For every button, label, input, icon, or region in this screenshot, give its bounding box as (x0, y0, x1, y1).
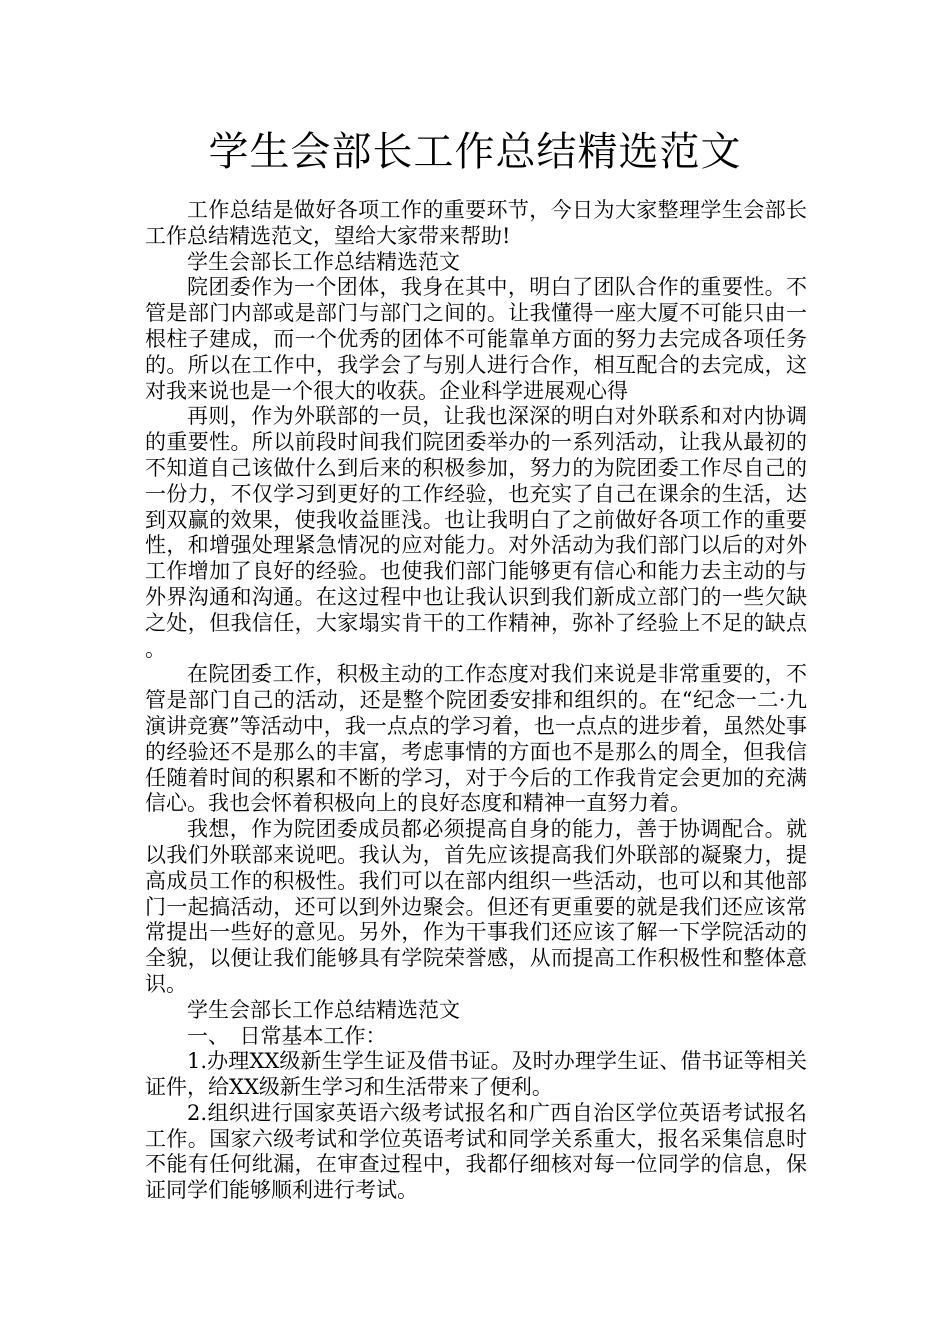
body-paragraph: 院团委作为一个团体，我身在其中，明白了团队合作的重要性。不管是部门内部或是部门与部门之间的。让我懂得一座大厦不可能只由一根柱子建成，而一个优秀的团体不可能靠单方面的努力去完成各项任务的。所以在工作中，我学会了与别人进行合作，相互配合的去完成，这对我来说也是一个很大的收获。企业科学进展观心得 (145, 275, 807, 403)
body-paragraph: 我想，作为院团委成员都必须提高自身的能力，善于协调配合。就以我们外联部来说吧。我认为，首先应该提高我们外联部的凝聚力，提高成员工作的积极性。我们可以在部内组织一些活动，也可以和其他部门一起搞活动，还可以到外边聚会。但还有更重要的就是我们还应该常常提出一些好的意见。另外，作为干事我们还应该了解一下学院活动的全貌，以便让我们能够具有学院荣誉感，从而提高工作积极性和整体意识。 (145, 817, 807, 996)
section-heading: 学生会部长工作总结精选范文 (187, 249, 460, 274)
section-heading: 学生会部长工作总结精选范文 (187, 997, 460, 1022)
body-paragraph: 在院团委工作，积极主动的工作态度对我们来说是非常重要的，不管是部门自己的活动，还是整个院团委安排和组织的。在“纪念一二·九演讲竞赛”等活动中，我一点点的学习着，也一点点的进步着，虽然处事的经验还不是那么的丰富，考虑事情的方面也不是那么的周全，但我信任随着时间的积累和不断的学习，对于今后的工作我肯定会更加的充满信心。我也会怀着积极向上的良好态度和精神一直努力着。 (145, 662, 807, 816)
body-paragraph: 再则，作为外联部的一员，让我也深深的明白对外联系和对内协调的重要性。所以前段时间我们院团委举办的一系列活动，让我从最初的不知道自己该做什么到后来的积极参加，努力的为院团委工作尽自己的一份力，不仅学习到更好的工作经验，也充实了自己在课余的生活，达到双赢的效果，使我收益匪浅。也让我明白了之前做好各项工作的重要性，和增强处理紧急情况的应对能力。对外活动为我们部门以后的对外工作增加了良好的经验。也使我们部门能够更有信心和能力去主动的与外界沟通和沟通。在这过程中也让我认识到我们新成立部门的一些欠缺之处，但我信任，大家塌实肯干的工作精神，弥补了经验上不足的缺点。 (145, 404, 807, 661)
document-title: 学生会部长工作总结精选范文 (208, 129, 742, 175)
subsection-heading: 一、 日常基本工作： (187, 1023, 387, 1048)
list-item: 2.组织进行国家英语六级考试报名和广西自治区学位英语考试报名工作。国家六级考试和学位英语考试和同学关系重大，报名采集信息时不能有任何纰漏，在审查过程中，我都仔细核对每一位同学的信息，保证同学们能够顺利进行考试。 (145, 1100, 807, 1203)
document-body (145, 198, 807, 1204)
intro-paragraph: 工作总结是做好各项工作的重要环节，今日为大家整理学生会部长工作总结精选范文，望给大家带来帮助! (145, 198, 807, 248)
list-item: 1.办理XX级新生学生证及借书证。及时办理学生证、借书证等相关证件，给XX级新生学习和生活带来了便利。 (145, 1049, 807, 1100)
